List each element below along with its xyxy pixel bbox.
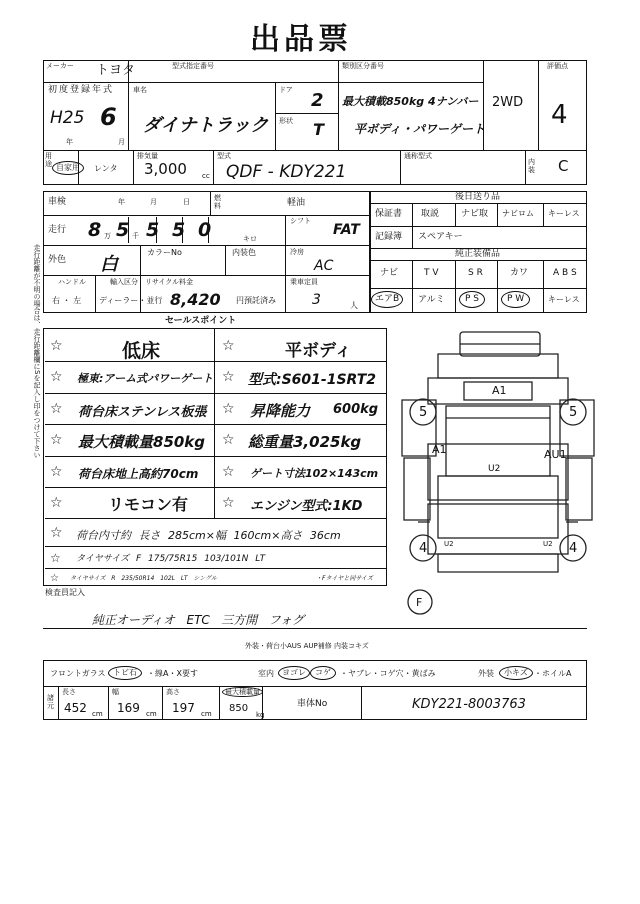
damage-mark: U2 (488, 464, 501, 474)
color-value: 白 (100, 254, 118, 275)
equipment-item-circled: エアB (371, 291, 403, 308)
sales-point: 荷台床ステンレス板張 (78, 405, 207, 420)
capacity-value: 3 (312, 292, 321, 308)
exterior-circled: 小キズ (499, 666, 533, 680)
interior-value: C (558, 157, 569, 175)
dims-side-label: 諸元 (47, 694, 54, 710)
class-label: 類別区分番号 (342, 62, 384, 70)
load-unit: kg (256, 711, 265, 719)
import-value: ディーラー・並行 (99, 296, 163, 305)
damage-mark: 4 (419, 541, 428, 556)
sales-point: 600kg (333, 402, 379, 417)
vehicle-damage-diagram (398, 326, 598, 644)
damage-mark: F (416, 596, 423, 609)
recycle-label: リサイクル料金 (145, 278, 194, 286)
damage-mark: U2 (444, 540, 454, 548)
star-icon: ☆ (50, 338, 63, 354)
star-icon: ☆ (50, 573, 59, 584)
capacity-unit: 人 (350, 301, 358, 310)
star-icon: ☆ (222, 369, 235, 385)
after-item: 保証書 (375, 209, 403, 219)
equipment-item-circled: P S (459, 291, 485, 308)
options-line: 純正オーディオ ETC 三方開 フォグ (92, 613, 305, 627)
inspector-label: 検査員記入 (45, 588, 85, 597)
mileage-unit: キロ (243, 235, 257, 243)
after-item: ナビロム (502, 209, 534, 218)
mileage-digit: 5 (116, 219, 130, 241)
windshield-label: フロントガラス (50, 669, 106, 678)
height-label: 高さ (166, 688, 180, 696)
displacement-label: 排気量 (137, 152, 158, 160)
load-value: 850 (229, 703, 249, 714)
era-year: H25 (50, 108, 85, 128)
star-icon: ☆ (222, 338, 235, 354)
interior-smell-circled: コゲ (310, 666, 336, 680)
car-name: ダイナトラック (143, 115, 269, 136)
after-item: 取説 (421, 209, 440, 219)
interior-rest: ・ヤブレ・コゲ穴・黄ばみ (340, 669, 436, 678)
star-icon: ☆ (50, 464, 63, 480)
ac-value: AC (314, 258, 334, 274)
spec-note-2: 平ボディ・パワーゲート (354, 122, 486, 136)
star-icon: ☆ (50, 551, 61, 565)
month-mark: 月 (118, 138, 125, 146)
options-small: 外装・荷台小AUS AUP補修 内装コキズ (245, 642, 369, 650)
mileage-digit: 5 (172, 219, 186, 241)
exterior-label: 外装 (478, 669, 494, 678)
body-value: T (313, 120, 324, 139)
maker-value: トヨタ (96, 63, 136, 78)
equipment-item: アルミ (418, 295, 445, 305)
windshield-circled: トビ石 (108, 666, 142, 680)
cc-unit: cc (202, 172, 210, 180)
use-private: 自家用 (52, 161, 84, 175)
height-unit: cm (201, 710, 212, 718)
sales-point: 低床 (122, 340, 161, 362)
sales-point: 平ボディ (285, 341, 352, 361)
windshield-rest: ・線A・X要す (147, 669, 198, 678)
class-model-label: 通称型式 (404, 152, 432, 160)
exterior-rest: ・ホイルA (534, 669, 572, 678)
load-label: 最大積載量 (222, 687, 263, 697)
interior-label: 内装 (528, 158, 535, 174)
model-label: 型式 (217, 152, 231, 160)
star-icon: ☆ (50, 495, 63, 511)
inspection-month-mark: 月 (150, 198, 157, 206)
model-value: QDF - KDY221 (226, 162, 347, 182)
damage-mark: A1 (492, 384, 507, 397)
star-icon: ☆ (222, 495, 235, 511)
width-unit: cm (146, 710, 157, 718)
maker-label: メーカー (46, 62, 74, 70)
damage-mark: 5 (419, 405, 428, 420)
color-label: 外色 (48, 255, 67, 265)
displacement-value: 3,000 (144, 160, 187, 178)
equipment-item: キーレス (548, 295, 580, 304)
fuel-value: 軽油 (287, 198, 306, 208)
after-item: ナビ取 (461, 209, 489, 219)
page-title: 出品票 (250, 22, 352, 57)
grade-label: 評価点 (547, 62, 568, 70)
star-icon: ☆ (50, 432, 63, 448)
inspection-year-mark: 年 (118, 198, 125, 206)
inspection-label: 車検 (48, 197, 67, 207)
star-icon: ☆ (50, 401, 63, 417)
sales-point: ゲート寸法102×143cm (250, 467, 379, 480)
sales-point: タイヤサイズ R 235/50R14 102L LT シングル (70, 575, 217, 582)
length-label: 長さ (62, 688, 76, 696)
mileage-label: 走行 (48, 225, 67, 235)
mileage-digit: 5 (146, 219, 160, 241)
recycle-unit: 円預託済み (236, 296, 276, 305)
sales-point: リモコン有 (108, 495, 189, 514)
first-reg-label: 初度登録年式 (48, 85, 115, 95)
damage-mark: A1 (432, 443, 447, 456)
side-note: 走行距離が不明の場合は、走行距離欄にSを記入し印をつけて下さい (33, 244, 41, 459)
color-no-label: カラーNo (147, 248, 182, 257)
inspection-day-mark: 日 (183, 198, 190, 206)
after-item: キーレス (548, 209, 580, 218)
shift-value: FAT (333, 222, 360, 238)
equipment-item: ナビ (380, 268, 399, 278)
equipment-item: S R (468, 268, 483, 278)
width-value: 169 (117, 701, 140, 715)
star-icon: ☆ (50, 525, 63, 541)
sales-header: セールスポイント (165, 316, 237, 326)
star-icon: ☆ (222, 401, 235, 417)
mileage-man: 万 (104, 232, 111, 240)
length-value: 452 (64, 701, 87, 715)
equipment-label: 純正装備品 (455, 249, 501, 259)
sales-point: エンジン型式:1KD (250, 499, 363, 514)
sales-points-frame (43, 328, 387, 586)
damage-mark: 4 (569, 541, 578, 556)
interior-dirt-circled: ヨゴレ (278, 666, 310, 680)
equipment-item: A B S (553, 268, 577, 278)
interior-cond-label: 室内 (258, 669, 274, 678)
height-value: 197 (172, 701, 195, 715)
chassis-value: KDY221-8003763 (412, 697, 526, 712)
star-icon: ☆ (222, 464, 235, 480)
mileage-digit: 8 (88, 219, 102, 241)
doors-label: ドア (279, 86, 293, 94)
sales-point: 型式:S601-1SRT2 (248, 372, 376, 388)
handle-value: 右 ・ 左 (52, 296, 82, 305)
mileage-digit: 0 (198, 219, 212, 241)
sales-point: 荷台床地上高約70cm (78, 467, 199, 481)
grade-value: 4 (551, 100, 568, 130)
equipment-item-circled: P W (501, 291, 530, 308)
damage-mark: AU1 (544, 448, 567, 461)
ac-label: 冷房 (290, 248, 304, 256)
mileage-digits (86, 219, 221, 243)
mileage-sen: 千 (132, 232, 139, 240)
fuel-label: 燃料 (214, 194, 221, 210)
model-code-label: 型式指定番号 (172, 62, 214, 70)
spec-note: 最大積載850kg 4ナンバー (342, 95, 479, 108)
width-label: 幅 (112, 688, 119, 696)
length-unit: cm (92, 710, 103, 718)
name-label: 車名 (133, 86, 147, 94)
equipment-item: カワ (510, 268, 529, 278)
damage-mark: 5 (569, 405, 578, 420)
interior-color-label: 内装色 (232, 248, 256, 257)
sales-point: 昇降能力 (250, 402, 311, 420)
sales-point: タイヤサイズ F 175/75R15 103/101N LT (76, 554, 266, 564)
after-item: 記録簿 (375, 232, 403, 242)
sales-point: 総重量3,025kg (248, 433, 362, 451)
sales-point: 荷台内寸約 長さ 285cm×幅 160cm×高さ 36cm (76, 529, 341, 542)
sales-point: 最大積載量850kg (78, 433, 206, 451)
star-icon: ☆ (50, 369, 63, 385)
recycle-value: 8,420 (170, 290, 221, 309)
after-label: 後日送り品 (455, 192, 501, 202)
import-label: 輸入区分 (110, 278, 138, 286)
damage-mark: U2 (543, 540, 553, 548)
shift-label: シフト (290, 217, 311, 225)
sales-point: 極東:アーム式パワーゲート (77, 372, 214, 385)
drive-type: 2WD (492, 95, 524, 110)
sales-point: ・Fタイヤと同サイズ (316, 575, 373, 582)
body-label: 形状 (279, 117, 293, 125)
equipment-item: T V (424, 268, 439, 278)
after-item: スペアキー (418, 232, 463, 242)
chassis-label: 車体No (297, 699, 328, 709)
use-rental: レンタ (94, 164, 118, 173)
capacity-label: 乗車定員 (290, 278, 318, 286)
doors-value: 2 (311, 90, 324, 111)
reg-month: 6 (100, 103, 117, 131)
star-icon: ☆ (222, 432, 235, 448)
handle-label: ハンドル (58, 278, 86, 286)
year-mark: 年 (66, 138, 73, 146)
